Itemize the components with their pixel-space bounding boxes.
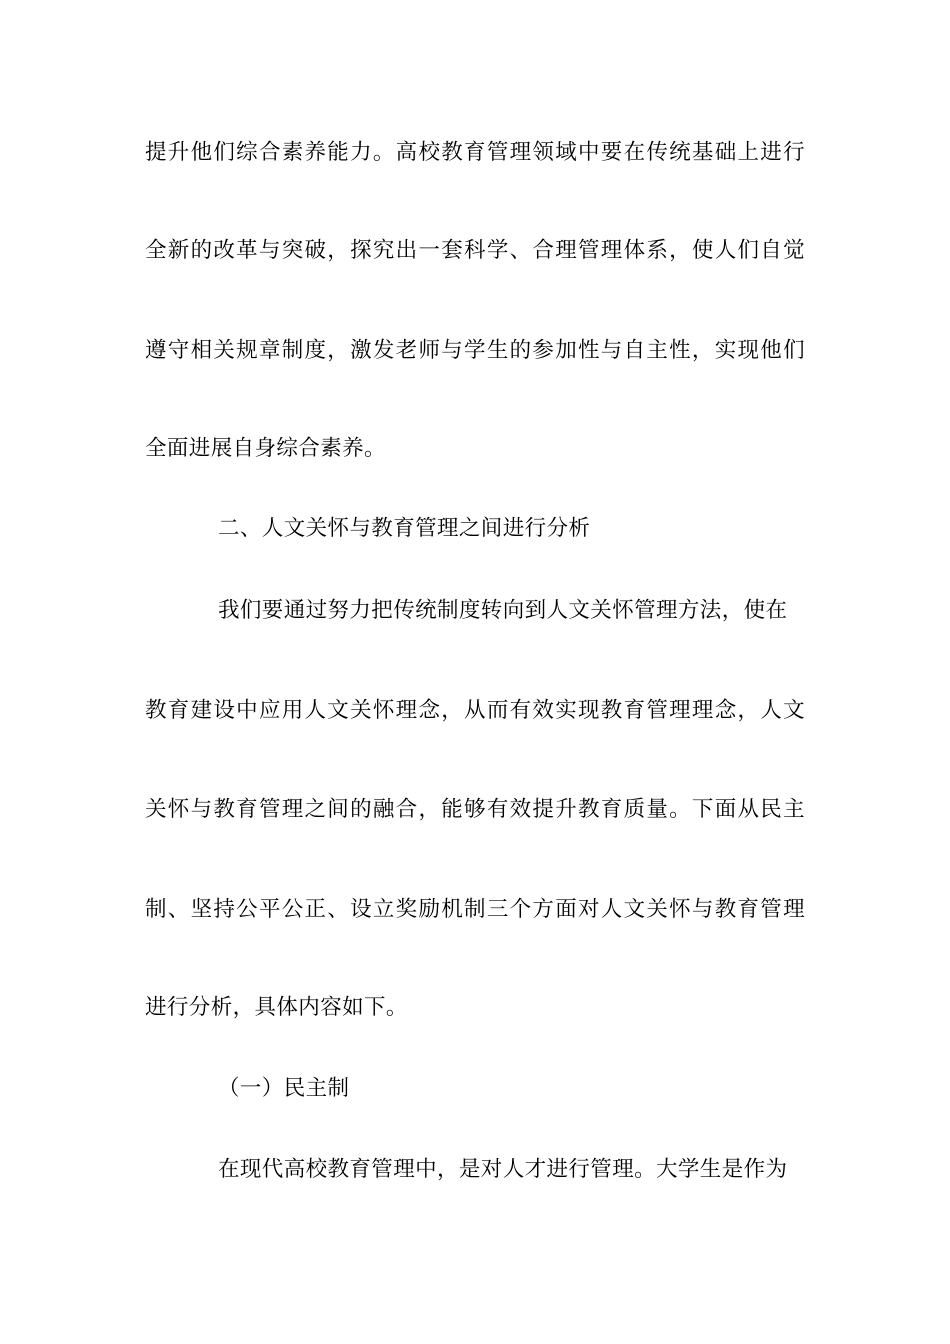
paragraph-line: 进行分析，具体内容如下。 — [145, 995, 408, 1020]
paragraph-line: 全新的改革与突破，探究出一套科学、合理管理体系，使人们自觉 — [145, 238, 805, 263]
section-heading: 二、人文关怀与教育管理之间进行分析 — [218, 516, 591, 541]
paragraph-line: 教育建设中应用人文关怀理念，从而有效实现教育管理理念，人文 — [145, 698, 805, 723]
paragraph-line: 遵守相关规章制度，激发老师与学生的参加性与自主性，实现他们 — [145, 338, 805, 363]
paragraph-line: 提升他们综合素养能力。高校教育管理领域中要在传统基础上进行 — [145, 140, 805, 165]
paragraph-line: 在现代高校教育管理中，是对人才进行管理。大学生是作为 — [218, 1157, 788, 1182]
subsection-heading: （一）民主制 — [218, 1076, 350, 1101]
paragraph-line: 制、坚持公平公正、设立奖励机制三个方面对人文关怀与教育管理 — [145, 897, 805, 922]
paragraph-line: 我们要通过努力把传统制度转向到人文关怀管理方法，使在 — [218, 598, 788, 623]
paragraph-line: 关怀与教育管理之间的融合，能够有效提升教育质量。下面从民主 — [145, 797, 805, 822]
paragraph-line: 全面进展自身综合素养。 — [145, 436, 386, 461]
